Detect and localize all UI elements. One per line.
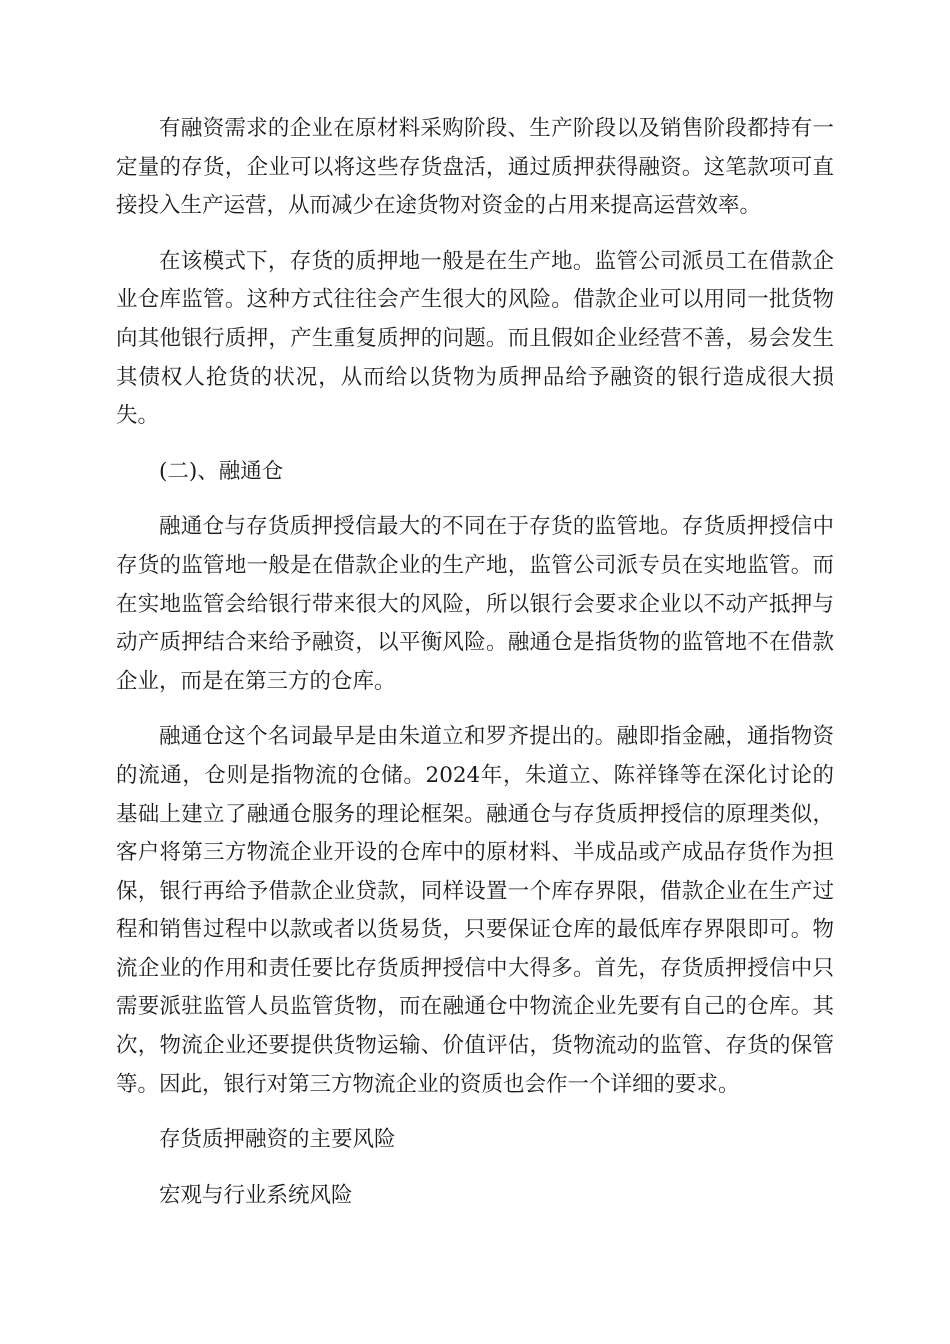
section-heading-rongtongcang: (二)、融通仓	[159, 458, 284, 484]
paragraph-pledge-mode-risk: 在该模式下，存货的质押地一般是在生产地。监管公司派员工在借款企业仓库监管。这种方式往往会产生很大的风险。借款企业可以用同一批货物向其他银行质押，产生重复质押的问题。而且假如企业经营不善，易会发生其债权人抢货的状况，从而给以货物为质押品给予融资的银行造成很大损失。	[116, 248, 834, 429]
document-body	[116, 110, 834, 1232]
paragraph-rongtongcang-origin: 融通仓这个名词最早是由朱道立和罗齐提出的。融即指金融，通指物资的流通，仓则是指物流的仓储。2024年，朱道立、陈祥锋等在深化讨论的基础上建立了融通仓服务的理论框架。融通仓与存货质押授信的原理类似，客户将第三方物流企业开设的仓库中的原材料、半成品或产成品存货作为担保，银行再给予借款企业贷款，同样设置一个库存界限，借款企业在生产过程和销售过程中以款或者以货易货，只要保证仓库的最低库存界限即可。物流企业的作用和责任要比存货质押授信中大得多。首先，存货质押授信中只需要派驻监管人员监管货物，而在融通仓中物流企业先要有自己的仓库。其次，物流企业还要提供货物运输、价值评估，货物流动的监管、存货的保管等。因此，银行对第三方物流企业的资质也会作一个详细的要求。	[116, 724, 834, 1097]
paragraph-rongtongcang-difference: 融通仓与存货质押授信最大的不同在于存货的监管地。存货质押授信中存货的监管地一般是在借款企业的生产地，监管公司派专员在实地监管。而在实地监管会给银行带来很大的风险，所以银行会要求企业以不动产抵押与动产质押结合来给予融资，以平衡风险。融通仓是指货物的监管地不在借款企业，而是在第三方的仓库。	[116, 514, 834, 694]
heading-macro-industry-risk: 宏观与行业系统风险	[159, 1182, 353, 1208]
paragraph-inventory-financing: 有融资需求的企业在原材料采购阶段、生产阶段以及销售阶段都持有一定量的存货，企业可以将这些存货盘活，通过质押获得融资。这笔款项可直接投入生产运营，从而减少在途货物对资金的占用来提高运营效率。	[116, 116, 834, 219]
heading-main-risks: 存货质押融资的主要风险	[159, 1127, 396, 1153]
